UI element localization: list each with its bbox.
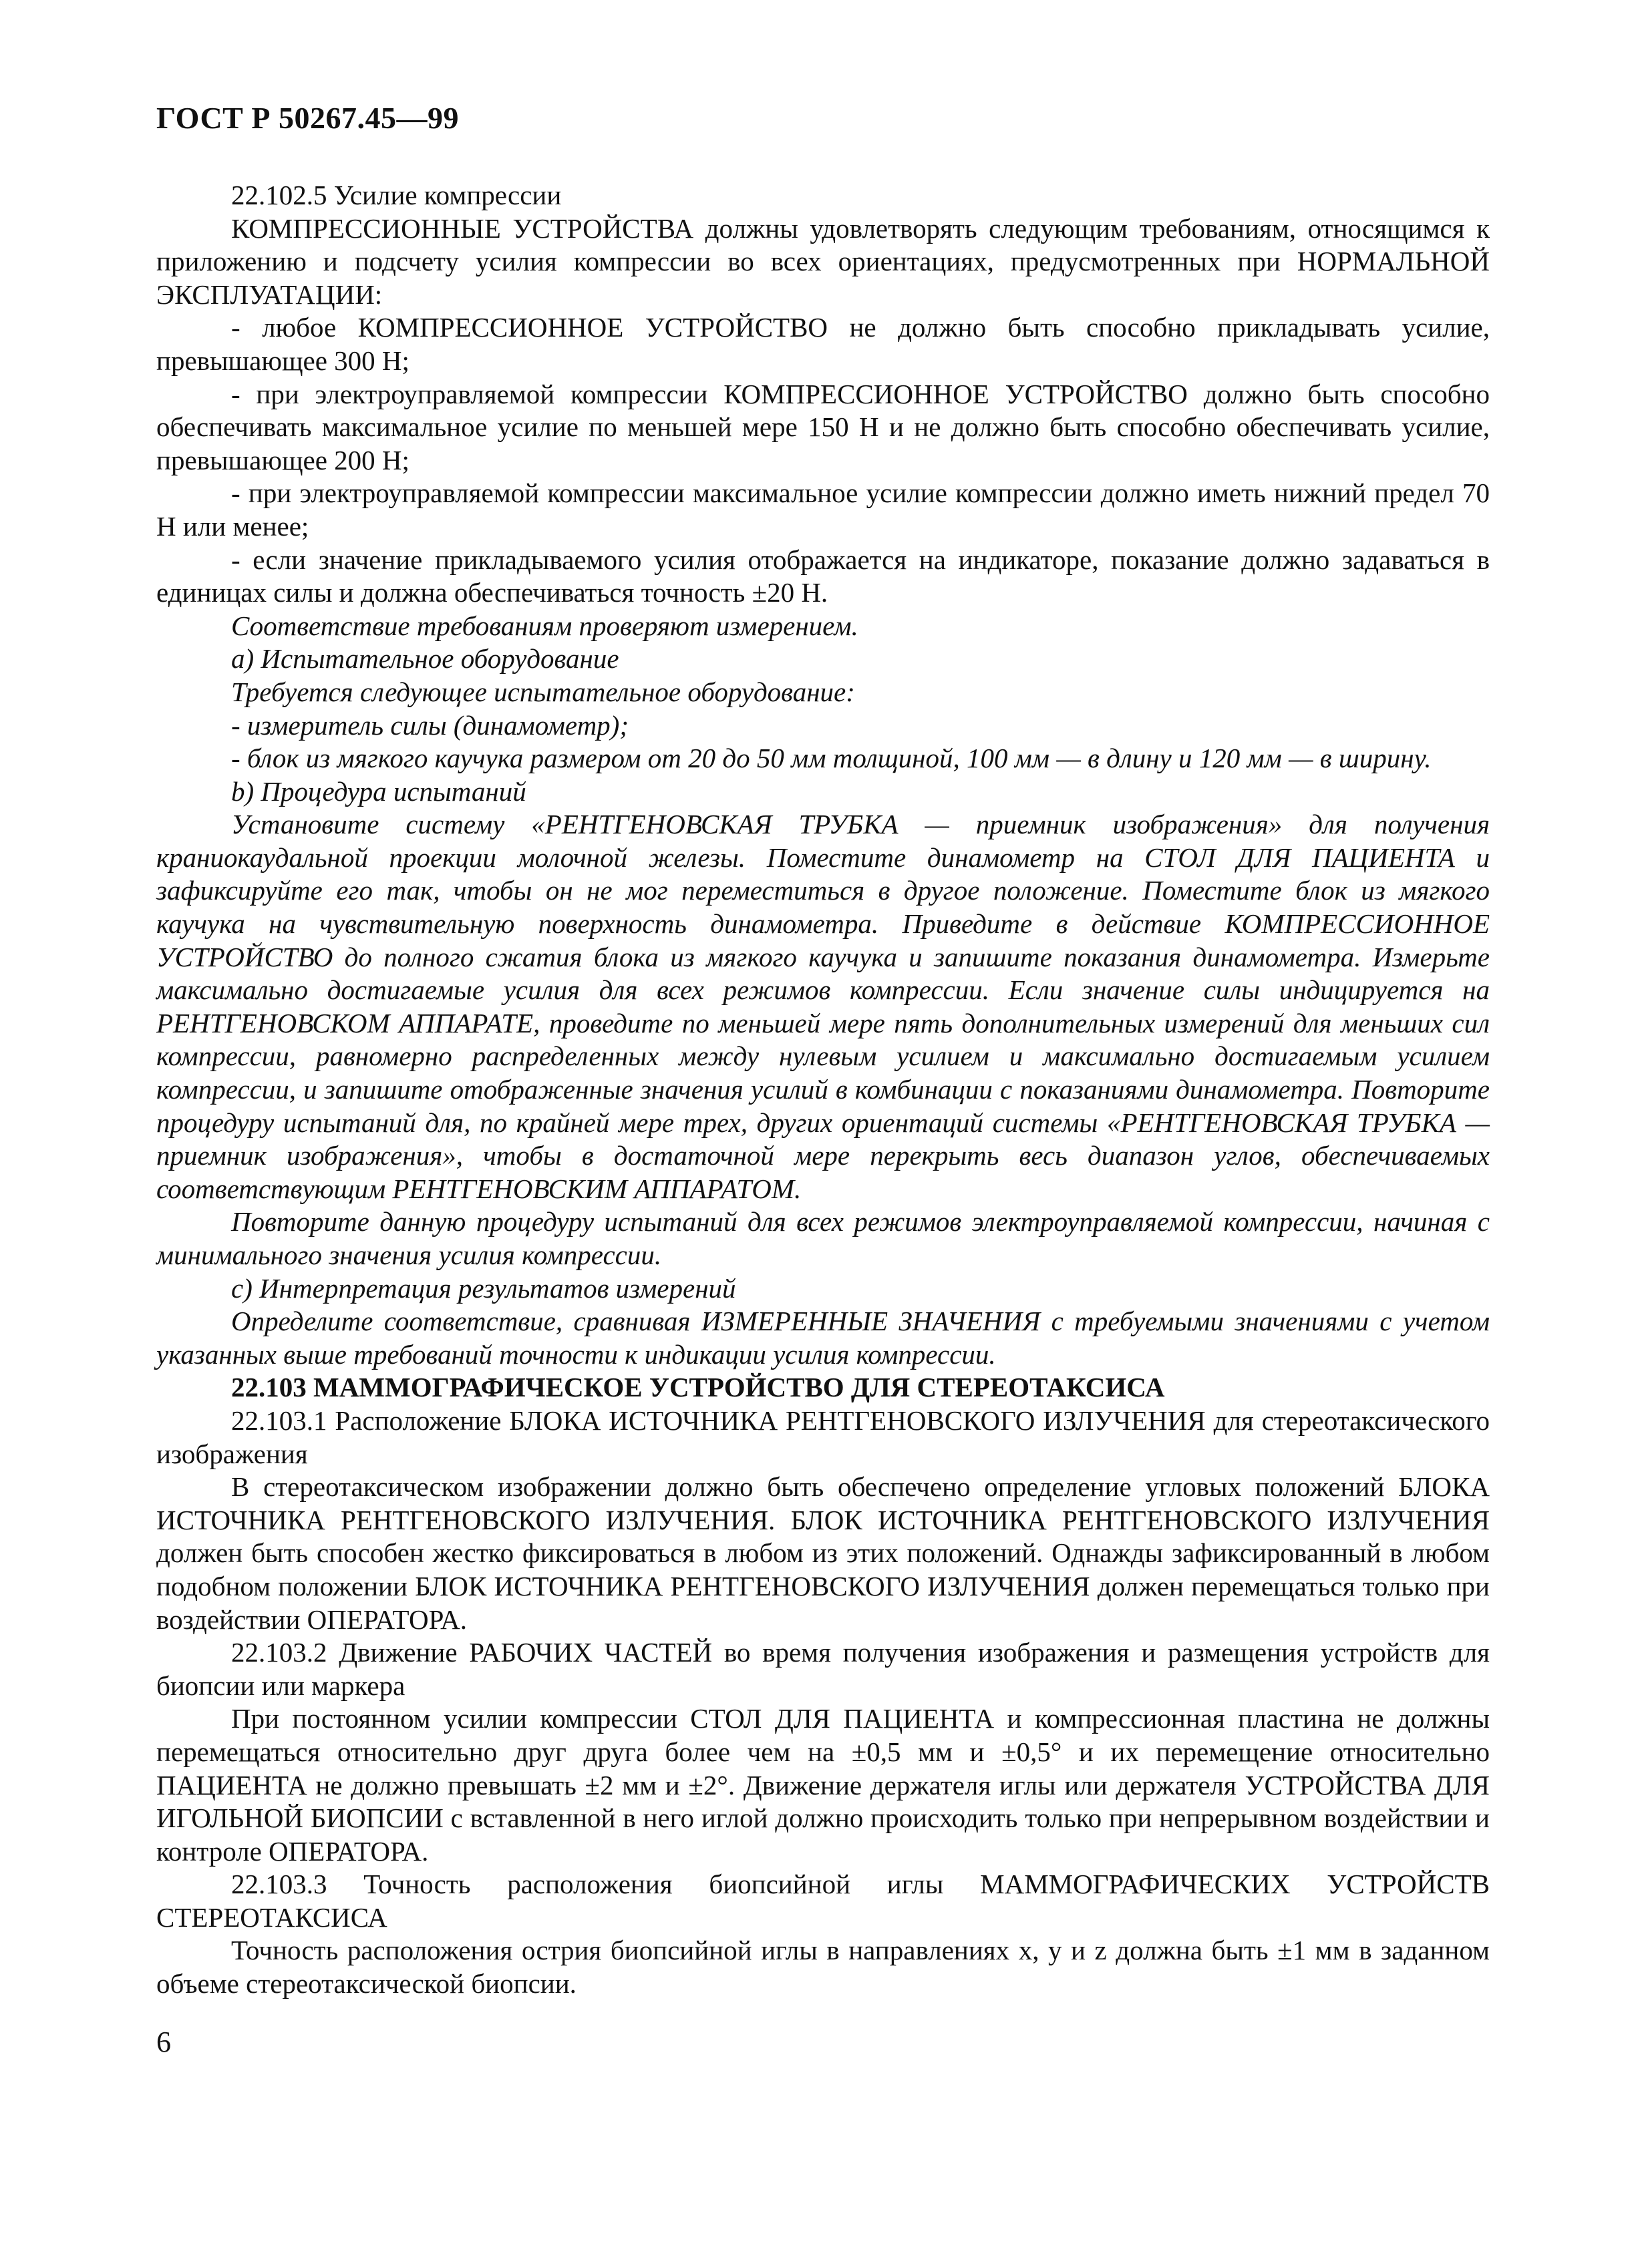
paragraph: Соответствие требованиям проверяют измерением. bbox=[231, 610, 858, 641]
document-body bbox=[156, 179, 1490, 2001]
paragraph: - при электроуправляемой компрессии КОМПРЕССИОННОЕ УСТРОЙСТВО должно быть способно обеспечивать максимальное усилие по меньшей мере 150 Н и не должно быть способно обеспечивать усилие, превышающее 200 Н; bbox=[156, 378, 1490, 476]
paragraph: - любое КОМПРЕССИОННОЕ УСТРОЙСТВО не должно быть способно прикладывать усилие, превышающее 300 Н; bbox=[156, 312, 1490, 376]
standard-header: ГОСТ Р 50267.45—99 bbox=[156, 101, 459, 135]
paragraph: Точность расположения острия биопсийной иглы в направлениях x, y и z должна быть ±1 мм в заданном объеме стереотаксической биопсии. bbox=[156, 1935, 1490, 2000]
page-number: 6 bbox=[156, 2026, 171, 2058]
paragraph: - при электроуправляемой компрессии максимальное усилие компрессии должно иметь нижний предел 70 Н или менее; bbox=[156, 478, 1490, 542]
paragraph: 22.103.3 Точность расположения биопсийной иглы МАММОГРАФИЧЕСКИХ УСТРОЙСТВ СТЕРЕОТАКСИСА bbox=[156, 1869, 1490, 1933]
paragraph: В стереотаксическом изображении должно быть обеспечено определение угловых положений БЛОКА ИСТОЧНИКА РЕНТГЕНОВСКОГО ИЗЛУЧЕНИЯ. БЛОК ИСТОЧНИКА РЕНТГЕНОВСКОГО ИЗЛУЧЕНИЯ должен быть способен жестко фиксироваться в любом из этих положений. Однажды зафиксированный в любом подобном положении БЛОК ИСТОЧНИКА РЕНТГЕНОВСКОГО ИЗЛУЧЕНИЯ должен перемещаться только при воздействии ОПЕРАТОРА. bbox=[156, 1471, 1490, 1635]
paragraph: Требуется следующее испытательное оборудование: bbox=[231, 676, 855, 707]
paragraph: - если значение прикладываемого усилия отображается на индикаторе, показание должно задаваться в единицах силы и должна обеспечиваться точность ±20 Н. bbox=[156, 544, 1490, 608]
paragraph: - блок из мягкого каучука размером от 20 до 50 мм толщиной, 100 мм — в длину и 120 мм — в ширину. bbox=[231, 743, 1432, 774]
paragraph: При постоянном усилии компрессии СТОЛ ДЛЯ ПАЦИЕНТА и компрессионная пластина не должны перемещаться относительно друг друга более чем на ±0,5 мм и ±0,5° и их перемещение относительно ПАЦИЕНТА не должно превышать ±2 мм и ±2°. Движение держателя иглы или держателя УСТРОЙСТВА ДЛЯ ИГОЛЬНОЙ БИОПСИИ с вставленной в него иглой должно происходить только при непрерывном воздействии и контроле ОПЕРАТОРА. bbox=[156, 1703, 1490, 1867]
paragraph: Повторите данную процедуру испытаний для всех режимов электроуправляемой компрессии, начиная с минимального значения усилия компрессии. bbox=[156, 1206, 1490, 1270]
paragraph: - измеритель силы (динамометр); bbox=[231, 709, 629, 741]
paragraph: Установите систему «РЕНТГЕНОВСКАЯ ТРУБКА — приемник изображения» для получения краниокаудальной проекции молочной железы. Поместите динамометр на СТОЛ ДЛЯ ПАЦИЕНТА и зафиксируйте его так, чтобы он не мог переместиться в другое положение. Поместите блок из мягкого каучука на чувствительную поверхность динамометра. Приведите в действие КОМПРЕССИОННОЕ УСТРОЙСТВО до полного сжатия блока из мягкого каучука и запишите показания динамометра. Измерьте максимально достигаемые усилия для всех режимов компрессии. Если значение силы индицируется на РЕНТГЕНОВСКОМ АППАРАТЕ, проведите по меньшей мере пять дополнительных измерений для меньших сил компрессии, равномерно распределенных между нулевым усилием и максимально достигаемым усилием компрессии, и запишите отображенные значения усилий в комбинации с показаниями динамометра. Повторите процедуру испытаний для, по крайней мере трех, других ориентаций системы «РЕНТГЕНОВСКАЯ ТРУБКА — приемник изображения», чтобы в достаточной мере перекрыть весь диапазон углов, обеспечиваемых соответствующим РЕНТГЕНОВСКИМ АППАРАТОМ. bbox=[156, 809, 1490, 1204]
paragraph: 22.103.1 Расположение БЛОКА ИСТОЧНИКА РЕНТГЕНОВСКОГО ИЗЛУЧЕНИЯ для стереотаксического изображения bbox=[156, 1404, 1490, 1469]
paragraph: КОМПРЕССИОННЫЕ УСТРОЙСТВА должны удовлетворять следующим требованиям, относящимся к приложению и подсчету усилия компрессии во всех ориентациях, предусмотренных при НОРМАЛЬНОЙ ЭКСПЛУАТАЦИИ: bbox=[156, 212, 1490, 310]
paragraph: 22.102.5 Усилие компрессии bbox=[231, 180, 562, 210]
section-heading: 22.103 МАММОГРАФИЧЕСКОЕ УСТРОЙСТВО ДЛЯ СТЕРЕОТАКСИСА bbox=[231, 1372, 1165, 1403]
paragraph: 22.103.2 Движение РАБОЧИХ ЧАСТЕЙ во время получения изображения и размещения устройств для биопсии или маркера bbox=[156, 1637, 1490, 1701]
paragraph: b) Процедура испытаний bbox=[231, 775, 526, 807]
paragraph: а) Испытательное оборудование bbox=[231, 643, 619, 675]
paragraph: Определите соответствие, сравнивая ИЗМЕРЕННЫЕ ЗНАЧЕНИЯ с требуемыми значениями с учетом указанных выше требований точности к индикации усилия компрессии. bbox=[156, 1306, 1490, 1370]
paragraph: с) Интерпретация результатов измерений bbox=[231, 1272, 736, 1304]
